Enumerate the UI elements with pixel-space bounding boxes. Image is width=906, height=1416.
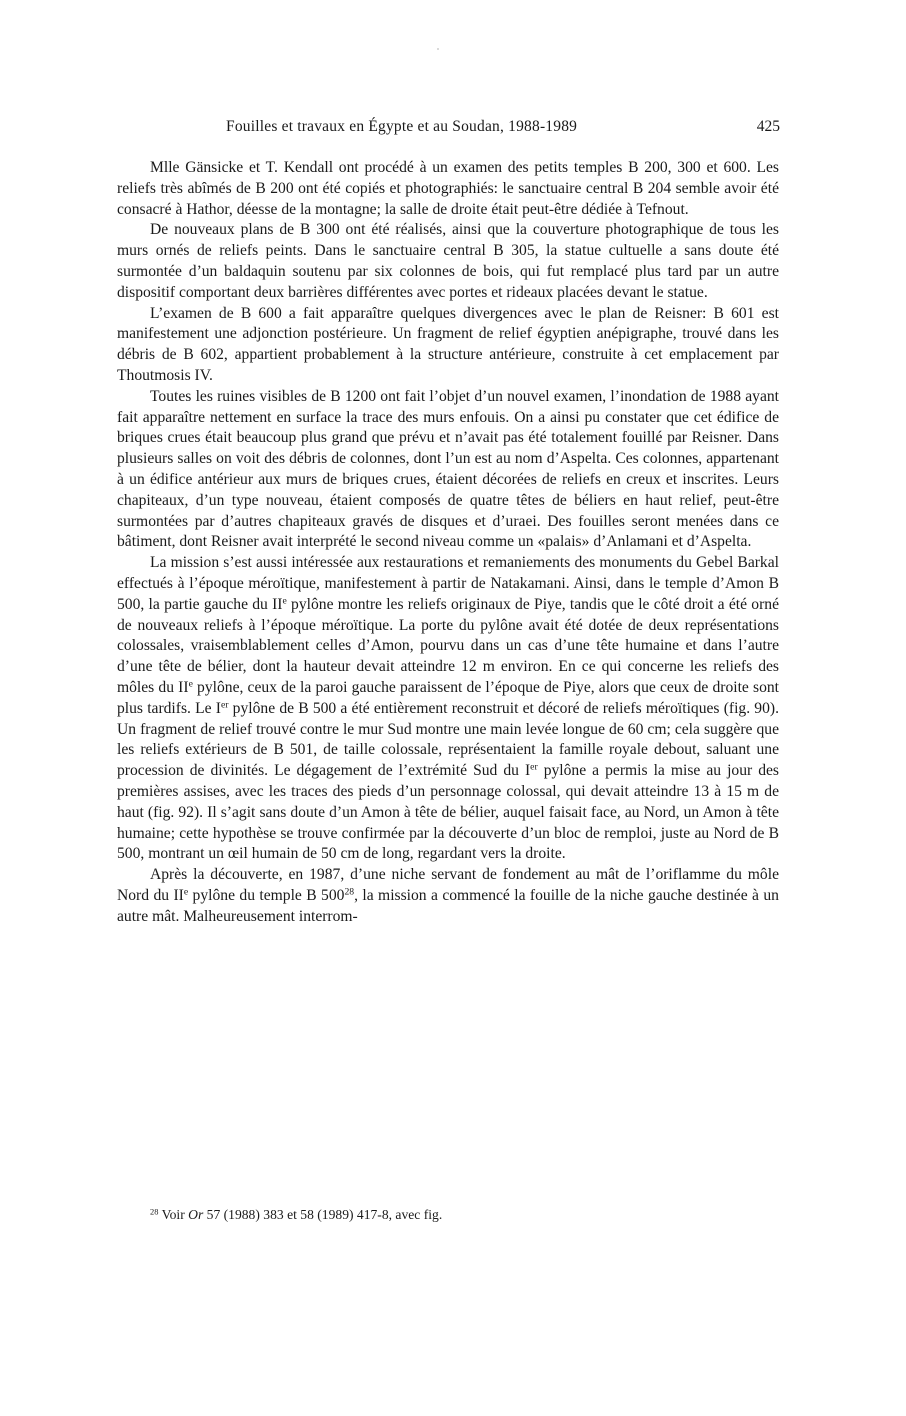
paragraph-text: Mlle Gänsicke et T. Kendall ont procédé à un examen des petits temples B 200, 300 et 600. Les reliefs très abîmés de B 200 ont été copiés et photographiés: le sanctuaire central B 204 semble avoir été consacré à Hathor, déesse de la montagne; la salle de droite était peut-être dédiée à Tefnout. bbox=[117, 159, 779, 218]
paragraph-text: pylône montre les reliefs originaux de Piye, tandis que le côté droit a été orné de nouveaux reliefs à l’époque méroïtique. La porte du pylône avait été dotée de deux représentations colossales, vraisemblablement celles d’Amon, pourvu dans un cas d’une tête humaine et dans l’autre d’une tête de bélier, dont la hauteur devait atteindre 12 m environ. En ce qui concerne les reliefs des môles du II bbox=[117, 595, 779, 696]
body-text bbox=[117, 158, 779, 927]
footnote-text: 57 (1988) 383 et 58 (1989) 417-8, avec fig. bbox=[203, 1207, 443, 1222]
footnote-text: Voir bbox=[158, 1207, 189, 1222]
paragraph-b1200 bbox=[117, 387, 779, 553]
footnote-reference[interactable]: 28 bbox=[344, 886, 355, 898]
paragraph-text: Après la découverte, en 1987, d’une niche servant de fondement au mât de l’oriflamme du môle Nord du II bbox=[117, 866, 779, 904]
page-number: 425 bbox=[756, 118, 780, 135]
superscript: e bbox=[282, 595, 287, 607]
scan-speck bbox=[437, 48, 439, 50]
paragraph-text: De nouveaux plans de B 300 ont été réalisés, ainsi que la couverture photographique de tous les murs ornés de reliefs peints. Dans le sanctuaire central B 305, la statue cultuelle a sans doute été surmontée d’un baldaquin soutenu par six colonnes de bois, qui fut remplacé plus tard par un autre dispositif comportant deux barrières différentes avec portes et rideaux placées devant le statue. bbox=[117, 221, 779, 301]
running-header bbox=[116, 118, 780, 140]
superscript: er bbox=[530, 761, 538, 773]
running-title: Fouilles et travaux en Égypte et au Soudan, 1988-1989 bbox=[226, 118, 578, 135]
footnote-marker: 28 bbox=[150, 1206, 159, 1217]
paragraph-text: pylône de B 500 a été entièrement reconstruit et décoré de reliefs méroïtiques (fig. 90). Un fragment de relief trouvé contre le mur Sud montre une main levée longue de 60 cm; cela suggère que les reliefs extérieurs de B 501, de taille colossale, représentaient la famille royale debout, saluant une procession de divinités. Le dégagement de l’extrémité Sud du I bbox=[117, 699, 779, 780]
footnote-28 bbox=[150, 1206, 750, 1224]
superscript: e bbox=[183, 886, 189, 898]
footnote-journal: Or bbox=[188, 1207, 204, 1222]
paragraph-restaurations bbox=[117, 553, 779, 865]
paragraph-text: La mission s’est aussi intéressée aux restaurations et remaniements des monuments du Gebel Barkal effectués à l’époque méroïtique, manifestement à partir de Natakamani. Ainsi, dans le temple d’Amon B 500, la partie gauche du II bbox=[117, 554, 779, 613]
paragraph-text: , la mission a commencé la fouille de la niche gauche destinée à un autre mât. Malheureusement interrom- bbox=[117, 886, 779, 925]
superscript: e bbox=[188, 678, 193, 690]
paragraph-b600 bbox=[117, 304, 779, 387]
paragraph-text: L’examen de B 600 a fait apparaître quelques divergences avec le plan de Reisner: B 601 est manifestement une adjonction postérieure. Un fragment de relief égyptien anépigraphe, trouvé dans les débris de B 602, appartient probablement à la structure antérieure, construite à cet emplacement par Thoutmosis IV. bbox=[117, 304, 779, 384]
paragraph-b300 bbox=[117, 220, 779, 303]
paragraph-text: pylône, ceux de la paroi gauche paraissent de l’époque de Piye, alors que ceux de droite sont plus tardifs. Le I bbox=[117, 678, 780, 717]
paragraph-temples-b200-300-600 bbox=[117, 158, 779, 220]
paragraph-niche bbox=[117, 865, 779, 927]
paragraph-text: pylône a permis la mise au jour des premières assises, avec les traces des pieds d’un personnage colossal, qui devait atteindre 13 à 15 m de haut (fig. 92). Il s’agit sans doute d’un Amon à tête de bélier, auquel faisait face, au Nord, un Amon à tête humaine; cette hypothèse se trouve confirmée par la découverte d’un bloc de remploi, juste au Nord de B 500, montrant un œil humain de 50 cm de long, regardant vers la droite. bbox=[117, 762, 779, 863]
paragraph-text: pylône du temple B 500 bbox=[188, 886, 345, 904]
paragraph-text: Toutes les ruines visibles de B 1200 ont fait l’objet d’un nouvel examen, l’inondation de 1988 ayant fait apparaître nettement en surface la trace des murs enfouis. On a ainsi pu constater que cet édifice de briques crues était beaucoup plus grand que prévu et n’avait pas été totalement fouillé par Reisner. Dans plusieurs salles on voit des débris de colonnes, dont l’un est au nom d’Aspelta. Ces colonnes, appartenant à un édifice antérieur aux murs de briques crues, étaient décorées de reliefs en creux et inscrites. Leurs chapiteaux, d’un type nouveau, étaient composés de quatre têtes de béliers en haut relief, peut-être surmontées par d’autres chapiteaux gravés de disques et d’uraei. Des fouilles seront menées dans ce bâtiment, dont Reisner avait interprété le second niveau comme un «palais» d’Anlamani et d’Aspelta. bbox=[117, 387, 779, 551]
superscript: er bbox=[220, 699, 229, 711]
